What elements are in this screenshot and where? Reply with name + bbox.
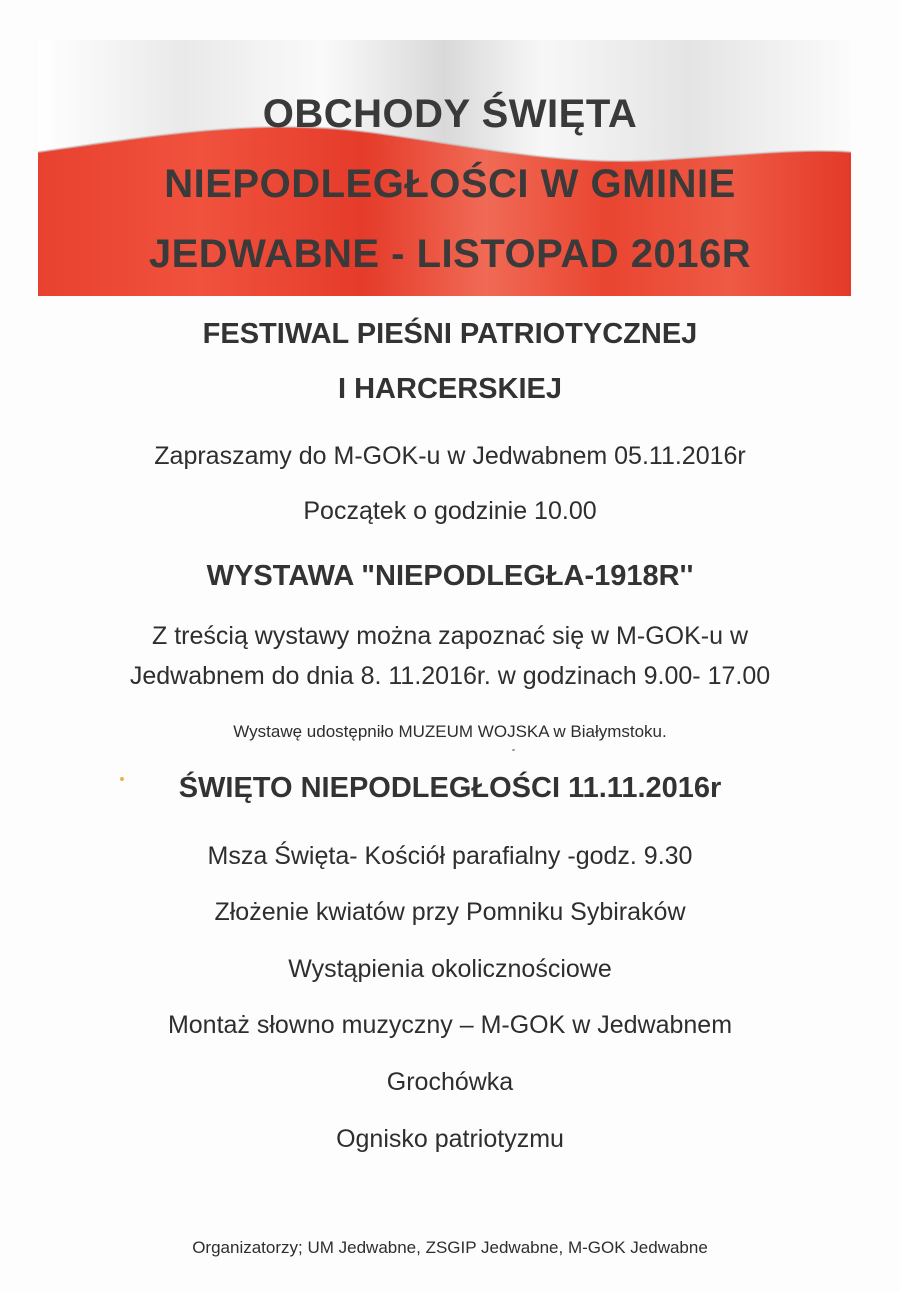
scan-speck — [120, 777, 124, 781]
exhibition-credit: Wystawę udostępniło MUZEUM WOJSKA w Białymstoku. — [233, 722, 667, 741]
banner-title-line-2: NIEPODLEGŁOŚCI W GMINIE — [164, 162, 736, 206]
festival-title-line-2: I HARCERSKIEJ — [338, 373, 562, 405]
holiday-item-speeches: Wystąpienia okolicznościowe — [288, 955, 612, 983]
banner-title-line-3: JEDWABNE - LISTOPAD 2016R — [148, 232, 752, 276]
banner-title-line-1: OBCHODY ŚWIĘTA — [262, 92, 638, 136]
holiday-item-flowers: Złożenie kwiatów przy Pomniku Sybiraków — [214, 898, 686, 926]
exhibition-title: WYSTAWA "NIEPODLEGŁA-1918R'' — [206, 560, 694, 592]
organizers-footer: Organizatorzy; UM Jedwabne, ZSGIP Jedwabne, M-GOK Jedwabne — [192, 1238, 708, 1257]
scan-speck — [512, 749, 515, 751]
festival-invite: Zapraszamy do M-GOK-u w Jedwabnem 05.11.2016r — [154, 442, 746, 470]
festival-start-time: Początek o godzinie 10.00 — [303, 497, 597, 525]
holiday-item-performance: Montaż słowno muzyczny – M-GOK w Jedwabnem — [167, 1011, 733, 1039]
holiday-item-pea-soup: Grochówka — [386, 1068, 514, 1096]
holiday-title: ŚWIĘTO NIEPODLEGŁOŚCI 11.11.2016r — [178, 772, 722, 804]
exhibition-description-line-2: Jedwabnem do dnia 8. 11.2016r. w godzinach 9.00- 17.00 — [129, 662, 771, 690]
exhibition-description-line-1: Z treścią wystawy można zapoznać się w M-GOK-u w — [152, 622, 748, 650]
holiday-item-bonfire: Ognisko patriotyzmu — [336, 1125, 564, 1153]
festival-title-line-1: FESTIWAL PIEŚNI PATRIOTYCZNEJ — [202, 318, 698, 350]
holiday-item-mass: Msza Święta- Kościół parafialny -godz. 9.30 — [207, 842, 693, 870]
